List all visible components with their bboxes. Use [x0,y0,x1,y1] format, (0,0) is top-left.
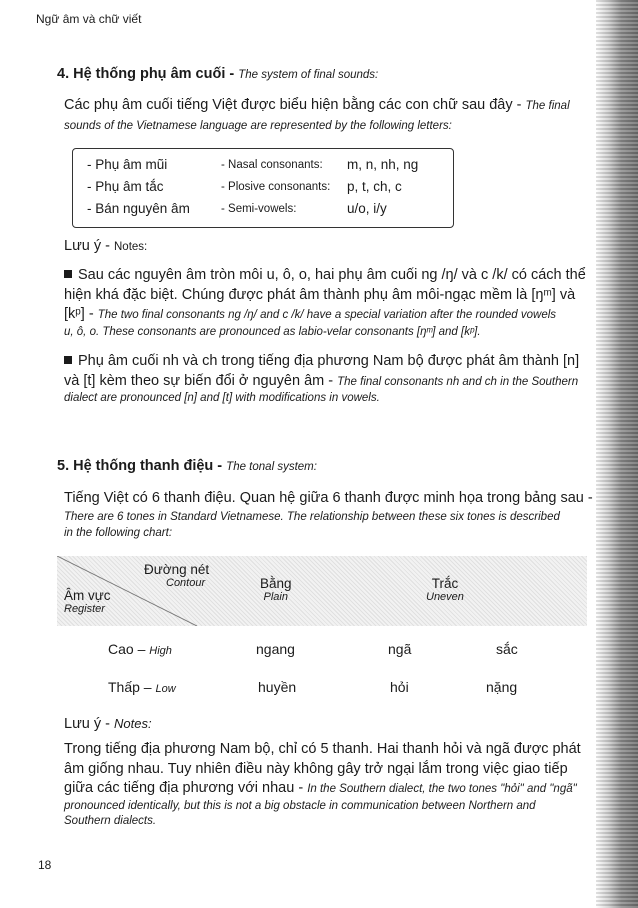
page-number: 18 [38,858,52,872]
contour-header: Đường nét Contour [144,562,210,589]
section-4-intro-en: sounds of the Vietnamese language are represented by the following letters: [64,120,452,132]
section-5-note: Trong tiếng địa phương Nam bộ, chỉ có 5 thanh. Hai thanh hỏi và ngã được phát âm giống nhau. Tuy nhiên điều này không gây trở ngại lắm trong việc giao tiếp giữa các tiếng địa phương với nhau - In the Southern dialect, the two tones "hỏi" and "ngã" pronounced identically, but this is not a big obstacle in communication between Northern and Southern dialects. [64,741,581,828]
section-5-note-label: Lưu ý - Notes: [64,716,152,732]
note-2-line-1: Phụ âm cuối nh và ch trong tiếng địa phương Nam bộ được phát âm thành [n] [64,352,604,372]
note-1-line-3: [kᵖ] - The two final consonants ng /ŋ/ and c /k/ have a special variation after the rounded vowels [64,306,557,323]
section-4-note-label: Lưu ý - Notes: [64,238,148,254]
tone-ngang: ngang [256,641,295,657]
tone-hoi: hỏi [390,679,409,695]
register-header: Âm vực Register [64,588,111,615]
tone-sac: sắc [496,641,518,657]
note-2 [64,352,604,407]
section-4-intro: Các phụ âm cuối tiếng Việt được biểu hiện bằng các con chữ sau đây - The final [64,97,570,113]
tone-nga: ngã [388,641,412,657]
box-row-nasal: - Phụ âm mũi - Nasal consonants: m, n, nh, ng [87,157,419,172]
note-2-line-2: và [t] kèm theo sự biến đổi ở nguyên âm - The final consonants nh and ch in the Southern [64,372,579,389]
section-5-intro: Tiếng Việt có 6 thanh điệu. Quan hệ giữa 6 thanh được minh họa trong bảng sau - [64,490,593,506]
note-1 [64,266,604,340]
section-4-title: 4. Hệ thống phụ âm cuối - The system of final sounds: [57,66,379,82]
box-row-plosive: - Phụ âm tắc - Plosive consonants: p, t, ch, c [87,179,402,194]
note-1-line-1: Sau các nguyên âm tròn môi u, ô, o, hai phụ âm cuối ng /ŋ/ và c /k/ có cách thể [64,266,604,286]
note-1-line-2: hiện khá đặc biệt. Chúng được phát âm thành phụ âm môi-ngạc mềm là [ŋᵐ] và [64,286,576,303]
final-consonants-box [72,148,454,228]
bullet-icon [64,356,72,364]
section-5-intro-en: There are 6 tones in Standard Vietnamese. The relationship between these six tones is described in the following chart: [64,511,560,539]
note-2-line-3: dialect are pronounced [n] and [t] with modifications in vowels. [64,392,380,405]
row-high-label: Cao – High [108,641,172,657]
box-row-semivowel: - Bán nguyên âm - Semi-vowels: u/o, i/y [87,201,387,216]
section-5-title: 5. Hệ thống thanh điệu - The tonal system: [57,458,317,474]
tone-huyen: huyền [258,679,297,695]
note-1-line-4: u, ô, o. These consonants are pronounced as labio-velar consonants [ŋᵐ] and [kᵖ]. [64,325,481,338]
plain-header: Bằng Plain [260,576,292,603]
running-title: Ngữ âm và chữ viết [36,12,142,26]
bullet-icon [64,270,72,278]
uneven-header: Trắc Uneven [426,576,464,603]
tone-nang: nặng [486,679,518,695]
row-low-label: Thấp – Low [108,679,176,695]
